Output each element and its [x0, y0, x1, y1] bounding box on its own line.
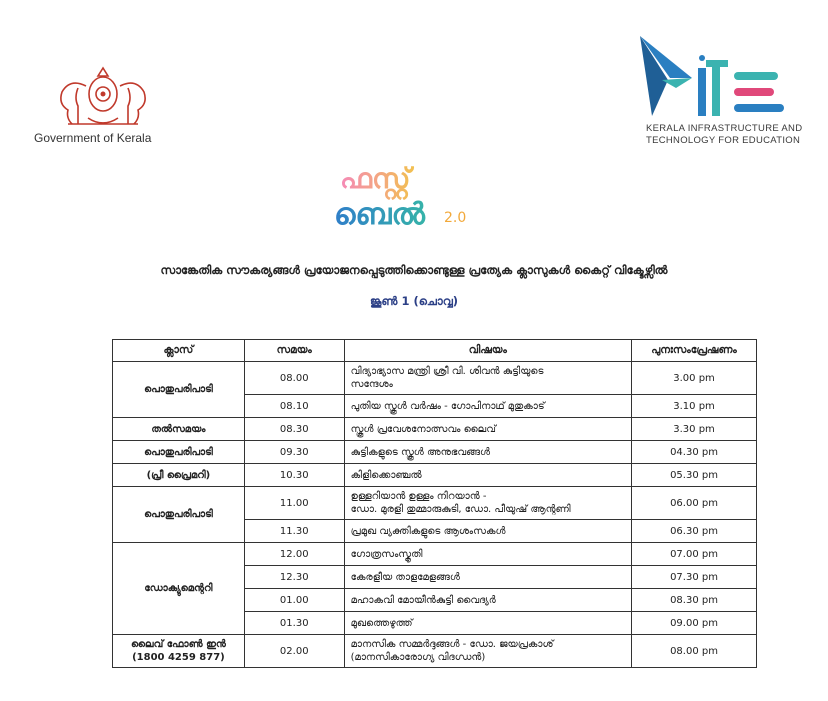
rebroadcast-cell: 07.00 pm	[632, 543, 757, 566]
header-class: ക്ലാസ്	[113, 340, 245, 362]
time-cell: 12.00	[244, 543, 344, 566]
phone-in-number: (1800 4259 877)	[132, 652, 225, 663]
time-cell: 08.10	[244, 395, 344, 418]
time-cell: 01.30	[244, 612, 344, 635]
time-cell: 01.00	[244, 589, 344, 612]
rebroadcast-cell: 04.30 pm	[632, 441, 757, 464]
subject-cell	[344, 635, 631, 668]
time-cell: 11.30	[244, 520, 344, 543]
subject-cell: മുഖത്തെഴുത്ത്	[344, 612, 631, 635]
header-time: സമയം	[244, 340, 344, 362]
subject-cell: കിളിക്കൊഞ്ചൽ	[344, 464, 631, 487]
time-cell: 02.00	[244, 635, 344, 668]
table-header-row	[113, 340, 757, 362]
time-cell: 08.00	[244, 362, 344, 395]
first-bell-logo-word2: ബെൽ	[334, 197, 425, 232]
subject-line: സന്ദേശം	[350, 379, 393, 390]
rebroadcast-cell: 3.30 pm	[632, 418, 757, 441]
kite-caption-line2: TECHNOLOGY FOR EDUCATION	[646, 135, 801, 146]
rebroadcast-cell: 3.10 pm	[632, 395, 757, 418]
document-date: ജൂൺ 1 (ചൊവ്വ)	[369, 294, 459, 308]
class-cell: പൊതുപരിപാടി	[113, 362, 245, 418]
kite-caption	[646, 123, 802, 147]
class-cell	[113, 635, 245, 668]
class-cell: ഡോക്യുമെന്ററി	[113, 543, 245, 635]
time-cell: 08.30	[244, 418, 344, 441]
class-cell: പൊതുപരിപാടി	[113, 441, 245, 464]
table-row	[113, 635, 757, 668]
first-bell-logo-word1: ഫസ്റ്റ്	[340, 162, 411, 195]
rebroadcast-cell: 05.30 pm	[632, 464, 757, 487]
subject-line: വിദ്യാഭ്യാസ മന്ത്രി ശ്രീ വി. ശിവൻ കുട്ടിയുടെ	[350, 366, 544, 377]
subject-cell: സ്കൂൾ പ്രവേശനോത്സവം ലൈവ്	[344, 418, 631, 441]
phone-in-label: ലൈവ് ഫോൺ ഇൻ	[131, 639, 226, 650]
time-cell: 11.00	[244, 487, 344, 520]
kerala-emblem-logo	[48, 58, 158, 130]
subject-cell: കുട്ടികളുടെ സ്കൂൾ അനുഭവങ്ങൾ	[344, 441, 631, 464]
subject-line: ഉള്ളറിയാൻ ഉള്ളം നിറയാൻ -	[350, 491, 487, 502]
table-row	[113, 543, 757, 566]
time-cell: 10.30	[244, 464, 344, 487]
subject-line: ഡോ. മുരളി തുമ്മാരുകുടി, ഡോ. പീയുഷ് ആന്റണി	[350, 504, 571, 515]
subject-cell: ഗോത്രസംസ്കൃതി	[344, 543, 631, 566]
rebroadcast-cell: 08.00 pm	[632, 635, 757, 668]
first-bell-logo-version: 2.0	[444, 210, 467, 226]
schedule-table	[112, 339, 757, 668]
time-cell: 12.30	[244, 566, 344, 589]
rebroadcast-cell: 06.30 pm	[632, 520, 757, 543]
table-row	[113, 418, 757, 441]
subject-cell: പുതിയ സ്കൂൾ വർഷം - ഗോപിനാഥ് മുതുകാട്	[344, 395, 631, 418]
rebroadcast-cell: 09.00 pm	[632, 612, 757, 635]
subject-cell: കേരളീയ താളമേളങ്ങൾ	[344, 566, 631, 589]
kite-logo	[632, 30, 812, 125]
header-rebroadcast: പുനഃസംപ്രേഷണം	[632, 340, 757, 362]
header-subject: വിഷയം	[344, 340, 631, 362]
rebroadcast-cell: 07.30 pm	[632, 566, 757, 589]
subject-cell: പ്രമുഖ വ്യക്തികളുടെ ആശംസകൾ	[344, 520, 631, 543]
kite-caption-line1: KERALA INFRASTRUCTURE AND	[646, 123, 803, 134]
subject-cell	[344, 362, 631, 395]
class-cell: തൽസമയം	[113, 418, 245, 441]
table-row	[113, 464, 757, 487]
class-cell: (പ്രീ പ്രൈമറി)	[113, 464, 245, 487]
time-cell: 09.30	[244, 441, 344, 464]
rebroadcast-cell: 06.00 pm	[632, 487, 757, 520]
rebroadcast-cell: 3.00 pm	[632, 362, 757, 395]
government-of-kerala-label: Government of Kerala	[34, 131, 152, 145]
first-bell-logo	[326, 158, 496, 234]
subject-line: (മാനസികാരോഗ്യ വിദഗ്ധൻ)	[350, 652, 486, 663]
rebroadcast-cell: 08.30 pm	[632, 589, 757, 612]
table-row	[113, 487, 757, 520]
subject-line: മാനസിക സമ്മർദ്ദങ്ങൾ - ഡോ. ജയപ്രകാശ്	[350, 639, 554, 650]
table-row	[113, 441, 757, 464]
subject-cell	[344, 487, 631, 520]
table-row	[113, 362, 757, 395]
document-title: സാങ്കേതിക സൗകര്യങ്ങൾ പ്രയോജനപ്പെടുത്തിക്കൊണ്ടുള്ള പ്രത്യേക ക്ലാസുകൾ കൈറ്റ് വിക്ടേഴ്സിൽ	[160, 263, 668, 277]
class-cell: പൊതുപരിപാടി	[113, 487, 245, 543]
subject-cell: മഹാകവി മോയീൻകുട്ടി വൈദ്യർ	[344, 589, 631, 612]
